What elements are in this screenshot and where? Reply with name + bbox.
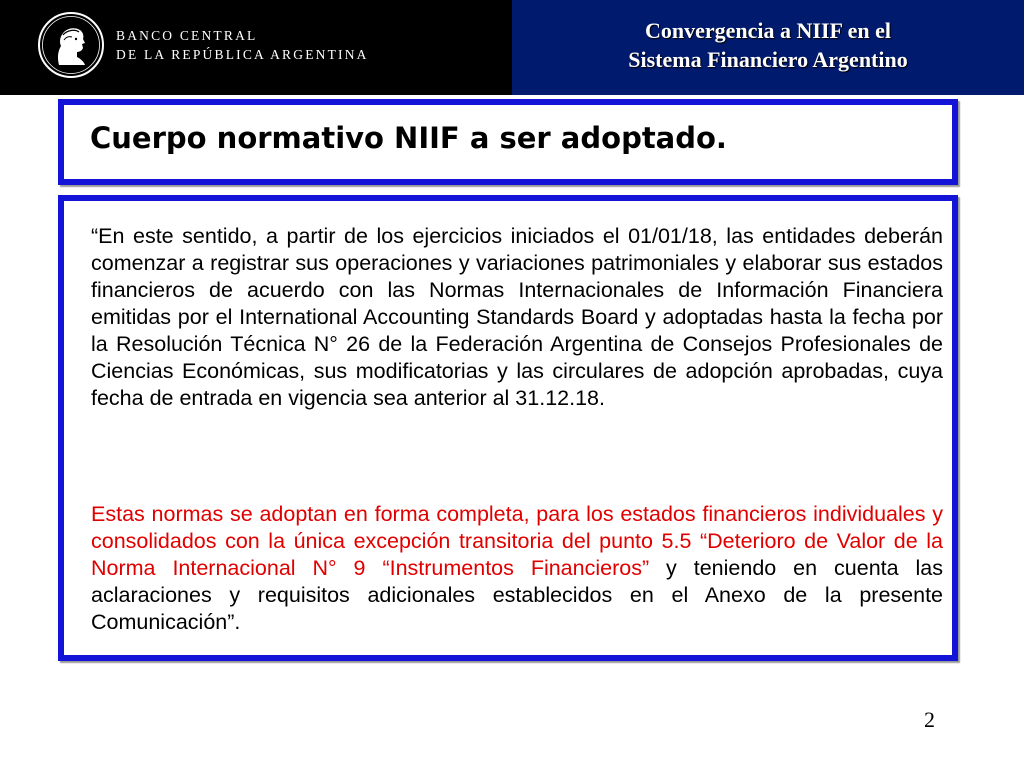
quote-paragraph-1: “En este sentido, a partir de los ejercicios iniciados el 01/01/18, las entidades deberán comenzar a registrar sus operaciones y variaciones patrimoniales y elaborar sus estados financieros de acuerdo con las Normas Internacionales de Información Financiera emitidas por el International Accounting Standards Board y adoptadas hasta la fecha por la Resolución Técnica N° 26 de la Federación Argentina de Consejos Profesionales de Ciencias Económicas, sus modificatorias y las circulares de adopción aprobadas, cuya fecha de entrada en vigencia sea anterior al 31.12.18. bbox=[91, 224, 943, 410]
page-number: 2 bbox=[924, 707, 935, 732]
liberty-head-seal-icon bbox=[37, 11, 105, 79]
presentation-title-line2: Sistema Financiero Argentino bbox=[628, 47, 908, 72]
content-box bbox=[58, 195, 958, 661]
quote-paragraph-2 bbox=[91, 501, 943, 636]
title-box bbox=[58, 99, 958, 185]
bank-name-line2: DE LA REPÚBLICA ARGENTINA bbox=[116, 47, 369, 62]
slide-title: Cuerpo normativo NIIF a ser adoptado. bbox=[90, 121, 727, 155]
bank-logo-area bbox=[0, 0, 512, 95]
slide-header bbox=[0, 0, 1024, 95]
presentation-title-line1: Convergencia a NIIF en el bbox=[644, 18, 892, 43]
paragraph-2-rest: y teniendo en cuenta las aclaraciones y requisitos adicionales establecidos en el Anexo de la presente Comunicación”. bbox=[91, 556, 943, 634]
highlighted-text: Estas normas se adoptan en forma completa, para los estados financieros individuales y consolidados con la única excepción transitoria del punto 5.5 “Deterioro de Valor de la Norma Internacional N° 9 “Instrumentos Financieros” bbox=[91, 502, 943, 580]
bank-name-line1: BANCO CENTRAL bbox=[116, 28, 258, 43]
bank-logo-text bbox=[116, 26, 369, 64]
presentation-title bbox=[512, 0, 1024, 95]
